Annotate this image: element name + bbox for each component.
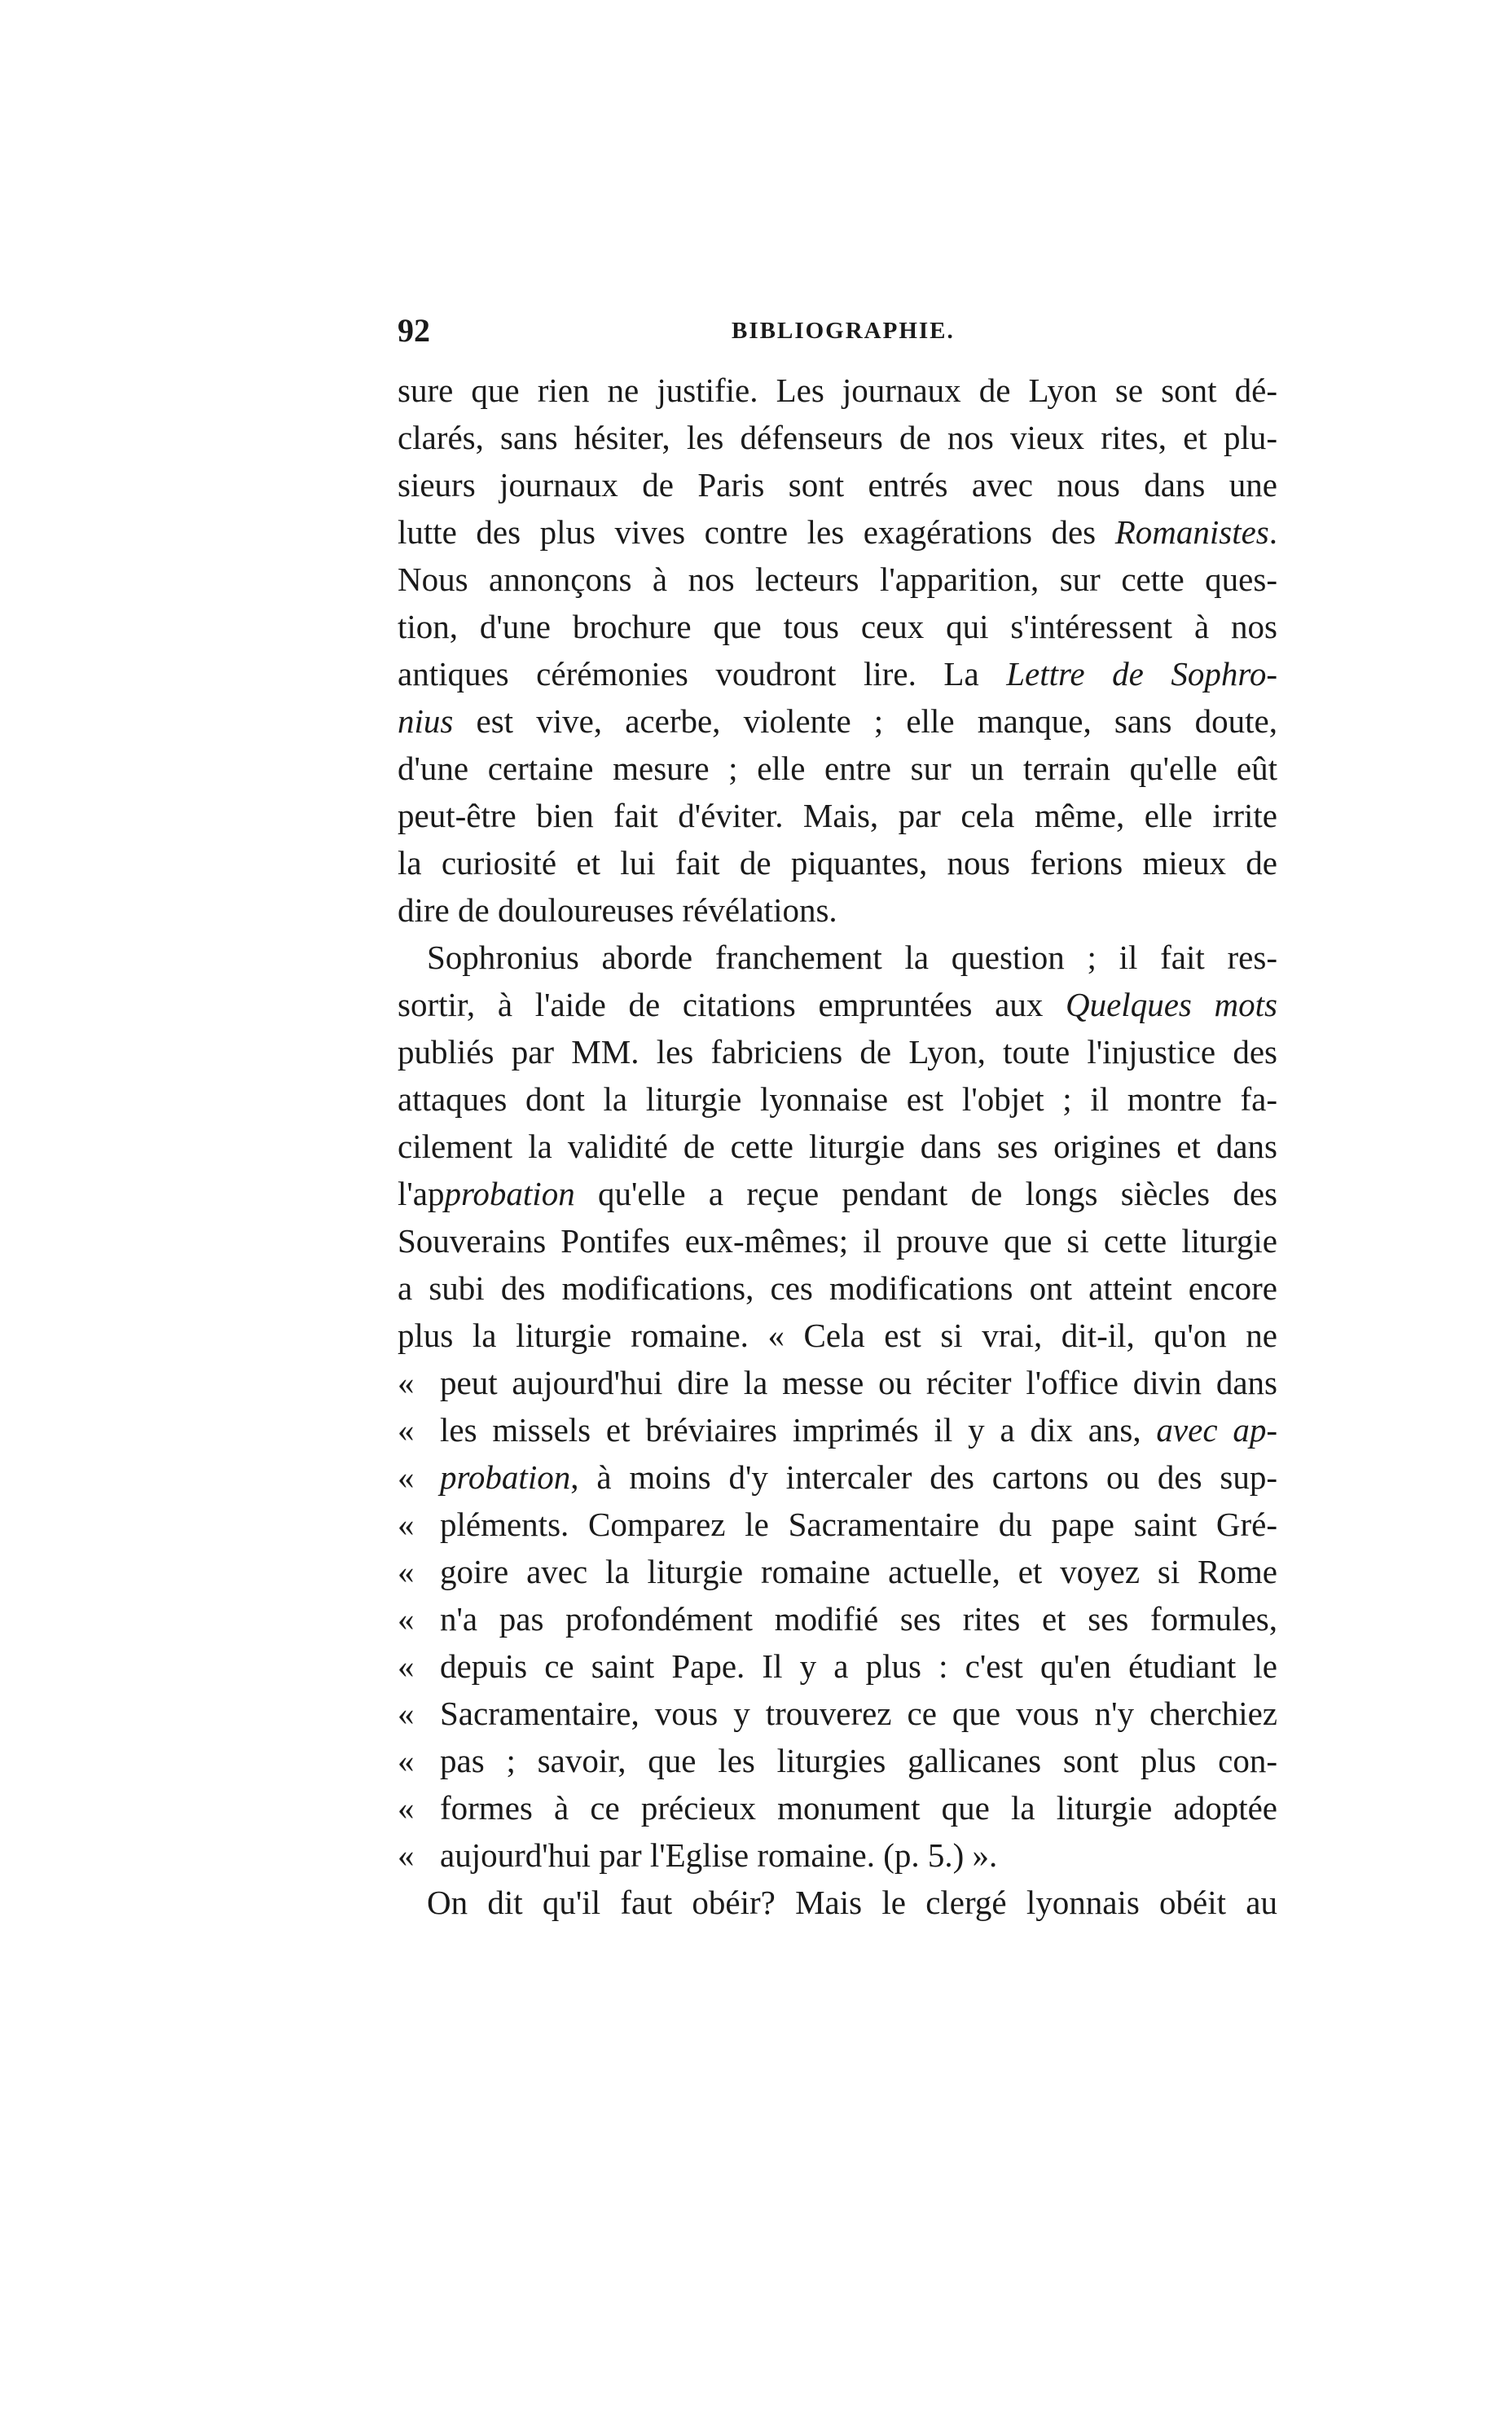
quote-text: Sacramentaire, vous y trouverez ce que vous n'y cherchiez [440, 1695, 1277, 1732]
quote-text: n'a pas profondément modifié ses rites et ses formules, [440, 1600, 1277, 1638]
text-line: peut-être bien fait d'éviter. Mais, par cela même, elle irrite [398, 797, 1277, 834]
running-head: BIBLIOGRAPHIE. [732, 318, 955, 344]
quote-mark: « [398, 1789, 415, 1827]
text-line: antiques cérémonies voudront lire. La Lettre de Sophro- [398, 655, 1277, 693]
quote-line [398, 1831, 1277, 1879]
quote-line [398, 1784, 1277, 1831]
quote-line [398, 1595, 1277, 1642]
text-line: lutte des plus vives contre les exagérations des Romanistes. [398, 513, 1277, 551]
quote-mark: « [398, 1695, 415, 1732]
quote-text: aujourd'hui par l'Eglise romaine. (p. 5.) ». [440, 1836, 998, 1874]
quote-text: pléments. Comparez le Sacramentaire du pape saint Gré- [440, 1506, 1277, 1543]
quote-mark: « [398, 1836, 415, 1874]
quote-line [398, 1642, 1277, 1690]
quote-line [398, 1406, 1277, 1453]
quote-line [398, 1548, 1277, 1595]
text-line: sortir, à l'aide de citations empruntées aux Quelques mots [398, 986, 1277, 1023]
page-number: 92 [398, 312, 430, 349]
quote-text: goire avec la liturgie romaine actuelle, et voyez si Rome [440, 1553, 1277, 1590]
text-line: la curiosité et lui fait de piquantes, nous ferions mieux de [398, 844, 1277, 882]
quote-mark: « [398, 1364, 415, 1401]
quote-mark: « [398, 1411, 415, 1449]
page-header [398, 311, 1277, 360]
text-line: Souverains Pontifes eux-mêmes; il prouve que si cette liturgie [398, 1222, 1277, 1260]
text-line: clarés, sans hésiter, les défenseurs de nos vieux rites, et plu- [398, 419, 1277, 456]
text-line: publiés par MM. les fabriciens de Lyon, toute l'injustice des [398, 1033, 1277, 1071]
quote-line [398, 1501, 1277, 1548]
text-line: cilement la validité de cette liturgie dans ses origines et dans [398, 1128, 1277, 1165]
quote-line [398, 1359, 1277, 1406]
quote-mark: « [398, 1506, 415, 1543]
text-line: nius est vive, acerbe, violente ; elle manque, sans doute, [398, 702, 1277, 740]
text-line: plus la liturgie romaine. « Cela est si vrai, dit-il, qu'on ne [398, 1317, 1277, 1354]
quote-text: peut aujourd'hui dire la messe ou réciter l'office divin dans [440, 1364, 1277, 1401]
quote-line [398, 1737, 1277, 1784]
body-text [398, 367, 1277, 1926]
text-line: On dit qu'il faut obéir? Mais le clergé lyonnais obéit au [427, 1884, 1277, 1921]
text-line: sieurs journaux de Paris sont entrés avec nous dans une [398, 466, 1277, 503]
quote-text: formes à ce précieux monument que la liturgie adoptée [440, 1789, 1277, 1827]
quote-line [398, 1690, 1277, 1737]
text-line: Nous annonçons à nos lecteurs l'apparition, sur cette ques- [398, 561, 1277, 598]
quote-mark: « [398, 1742, 415, 1779]
text-line: l'approbation qu'elle a reçue pendant de longs siècles des [398, 1175, 1277, 1212]
quote-line [398, 1453, 1277, 1501]
text-line: attaques dont la liturgie lyonnaise est l'objet ; il montre fa- [398, 1080, 1277, 1118]
quote-mark: « [398, 1600, 415, 1638]
text-line: dire de douloureuses révélations. [398, 891, 837, 929]
quote-mark: « [398, 1458, 415, 1496]
text-line: d'une certaine mesure ; elle entre sur un terrain qu'elle eût [398, 750, 1277, 787]
quote-text: les missels et bréviaires imprimés il y a dix ans, avec ap- [440, 1411, 1277, 1449]
quote-text: pas ; savoir, que les liturgies gallicanes sont plus con- [440, 1742, 1277, 1779]
quote-mark: « [398, 1553, 415, 1590]
text-line: sure que rien ne justifie. Les journaux de Lyon se sont dé- [398, 372, 1277, 409]
quote-mark: « [398, 1647, 415, 1685]
quote-text: depuis ce saint Pape. Il y a plus : c'est qu'en étudiant le [440, 1647, 1277, 1685]
quote-text: probation, à moins d'y intercaler des cartons ou des sup- [440, 1458, 1277, 1496]
text-line: a subi des modifications, ces modifications ont atteint encore [398, 1269, 1277, 1307]
text-line: tion, d'une brochure que tous ceux qui s'intéressent à nos [398, 608, 1277, 645]
text-line: Sophronius aborde franchement la question ; il fait res- [427, 939, 1277, 976]
